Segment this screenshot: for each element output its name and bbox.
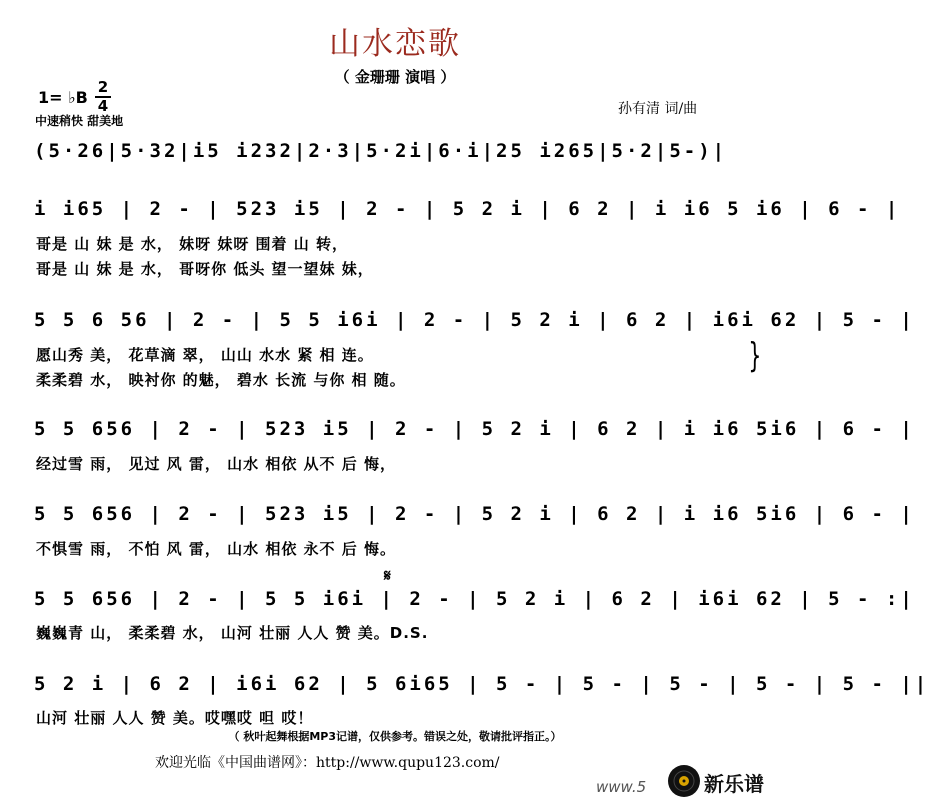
meter-bottom: 4 xyxy=(97,97,109,115)
notation-row-3: 5 5 6 56 | 2 - | 5 5 i6i | 2 - | 5 2 i | 6 2 | i6i 62 | 5 - | xyxy=(34,309,915,331)
notation-row-6: 5 5 656 | 2 - | 5 5 i6i | 2 - | 5 2 i | 6 2 | i6i 62 | 5 - :| xyxy=(34,588,915,610)
author-credit: 孙有清 词/曲 xyxy=(618,101,698,117)
notation-row-1: (5·26|5·32|i5 i232|2·3|5·2i|6·i|25 i265|5·2|5-)| xyxy=(34,140,728,162)
lyric-row-2-verse-2: 哥是 山 妹 是 水， 哥呀你 低头 望一望妹 妹， xyxy=(36,260,374,278)
lyric-row-4: 经过雪 雨， 见过 风 雷， 山水 相依 从不 后 悔， xyxy=(36,455,397,473)
segno-sign: 𝄋 xyxy=(384,566,391,585)
verse-bracket: } xyxy=(748,336,762,376)
brand-name: 新乐谱 xyxy=(704,772,764,796)
tempo-marking: 中速稍快 甜美地 xyxy=(35,114,124,128)
key-signature: 1= ♭B xyxy=(38,88,88,107)
singer-credit: （ 金珊珊 演唱 ） xyxy=(334,68,456,86)
lyric-row-7: 山河 壮丽 人人 赞 美。哎嘿哎 呾 哎！ xyxy=(36,709,314,727)
notation-row-5: 5 5 656 | 2 - | 523 i5 | 2 - | 5 2 i | 6 2 | i i6 5i6 | 6 - | xyxy=(34,503,915,525)
lyric-row-6: 巍巍青 山， 柔柔碧 水， 山河 壮丽 人人 赞 美。D.S. xyxy=(36,624,429,642)
site-welcome: 欢迎光临《中国曲谱网》：http://www.qupu123.com/ xyxy=(155,755,500,771)
notation-row-4: 5 5 656 | 2 - | 523 i5 | 2 - | 5 2 i | 6 2 | i i6 5i6 | 6 - | xyxy=(34,418,915,440)
time-signature xyxy=(95,80,111,114)
song-title: 山水恋歌 xyxy=(329,26,461,62)
lyric-row-2-verse-1: 哥是 山 妹 是 水， 妹呀 妹呀 围着 山 转， xyxy=(36,235,349,253)
vinyl-logo-icon xyxy=(667,764,701,798)
transcription-note: （ 秋叶起舞根据MP3记谱，仅供参考。错误之处，敬请批评指正。） xyxy=(228,730,562,743)
watermark-text: www.5 xyxy=(596,778,647,796)
notation-row-2: i i65 | 2 - | 523 i5 | 2 - | 5 2 i | 6 2 | i i6 5 i6 | 6 - | xyxy=(34,198,901,220)
meter-top: 2 xyxy=(97,78,109,96)
lyric-row-3-verse-1: 愿山秀 美， 花草滴 翠， 山山 水水 紧 相 连。 xyxy=(36,346,374,364)
notation-row-7: 5 2 i | 6 2 | i6i 62 | 5 6i65 | 5 - | 5 - | 5 - | 5 - | 5 - || xyxy=(34,673,929,695)
lyric-row-3-verse-2: 柔柔碧 水， 映衬你 的魅， 碧水 长流 与你 相 随。 xyxy=(36,371,406,389)
lyric-row-5: 不惧雪 雨， 不怕 风 雷， 山水 相依 永不 后 悔。 xyxy=(36,540,397,558)
